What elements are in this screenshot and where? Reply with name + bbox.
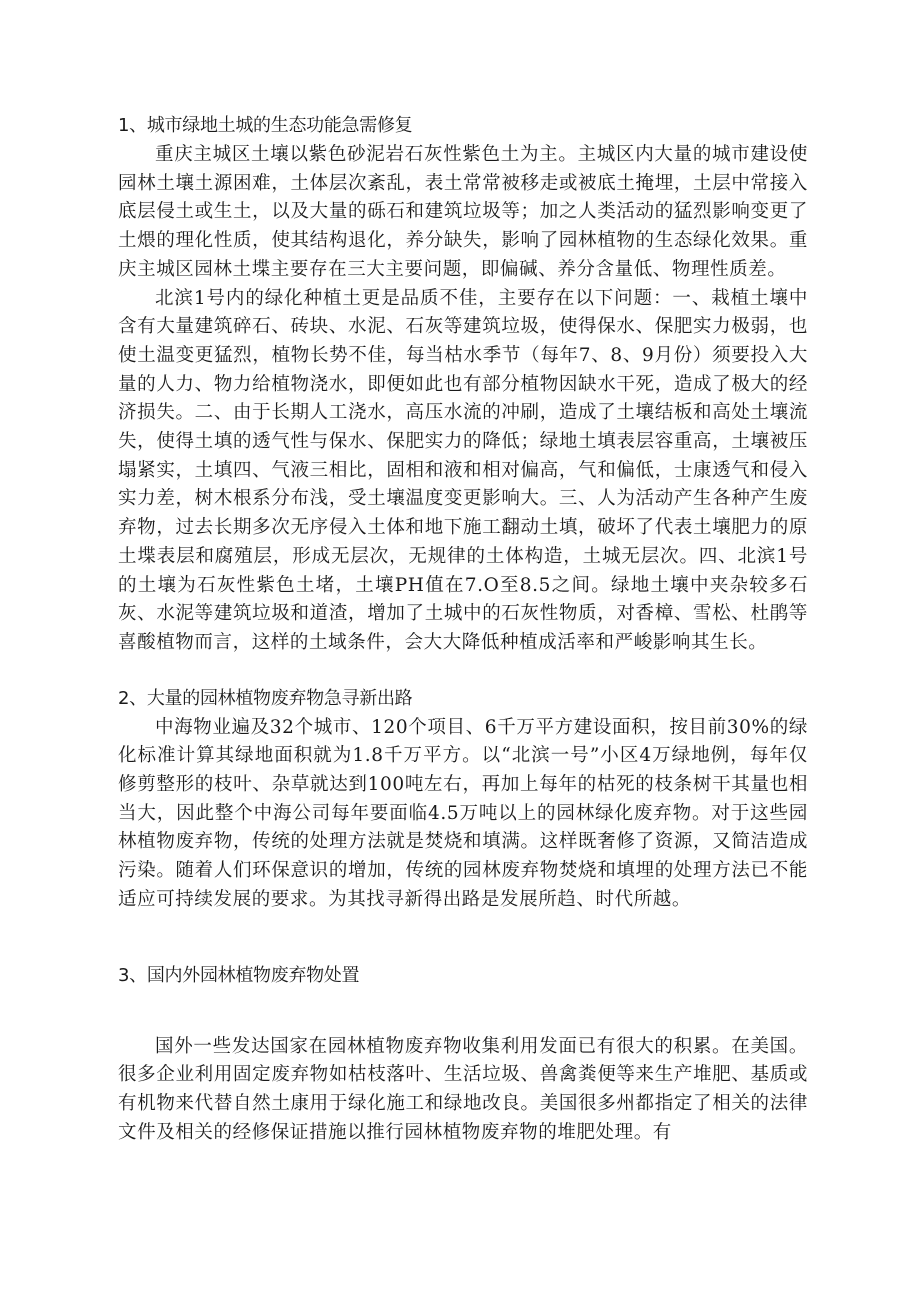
section-2-paragraph-1: 中海物业遍及32个城市、120个项目、6千万平方建设面积，按目前30%的绿化标准计算其绿地面积就为1.8千万平方。以“北滨一号”小区4万绿地例，每年仅修剪整形的枝叶、杂草就达到100吨左右，再加上每年的枯死的枝条树干其量也相当大，因此整个中海公司每年要面临4.5万吨以上的园林绿化废弃物。对于这些园林植物废弃物，传统的处理方法就是焚烧和填满。这样既奢修了资源，又简洁造成污染。随着人们环保意识的增加，传统的园林废弃物焚烧和填埋的处理方法已不能适应可持续发展的要求。为其找寻新得出路是发展所趋、时代所越。 [118, 716, 808, 910]
section-1-paragraph-2: 北滨1号内的绿化种植土更是品质不佳，主要存在以下问题：一、栽植土壤中含有大量建筑碎石、砖块、水泥、石灰等建筑垃圾，使得保水、保肥实力极弱，也使土温变更猛烈，植物长势不佳，每当枯水季节（每年7、8、9月份）须要投入大量的人力、物力给植物浇水，即便如此也有部分植物因缺水干死，造成了极大的经济损失。二、由于长期人工浇水，高压水流的冲刷，造成了土壤结板和高处土壤流失，使得土填的透气性与保水、保肥实力的降低；绿地土填表层容重高，土壤被压塌紧实，土填四、气液三相比，固相和液和相对偏高，气和偏低，士康透气和侵入实力差，树木根系分布浅，受土壤温度变更影响大。三、人为活动产生各种产生废弃物，过去长期多次无序侵入土体和地下施工翻动土填，破坏了代表土壤肥力的原土堞表层和腐殖层，形成无层次，无规律的土体构造，土城无层次。四、北滨1号的土壤为石灰性紫色土堵，土壤PH值在7.O至8.5之间。绿地土壤中夹杂较多石灰、水泥等建筑垃圾和道渣，增加了土城中的石灰性物质，对香樟、雪松、杜鹃等喜酸植物而言，这样的土域条件，会大大降低种植成活率和严峻影响其生长。 [118, 287, 808, 653]
section-heading-3: 3、国内外园林植物废弃物处置 [118, 964, 360, 986]
document-body [118, 112, 808, 1147]
section-heading-2: 2、大量的园林植物废弃物急寻新出路 [118, 687, 413, 709]
section-heading-1: 1、城市绿地土城的生态功能急需修复 [118, 115, 413, 136]
section-3-paragraph-1: 国外一些发达国家在园林植物废弃物收集利用发面已有很大的积累。在美国。很多企业利用固定废弃物如枯枝落叶、生活垃圾、兽禽粪便等来生产堆肥、基质或有机物来代替自然土康用于绿化施工和绿地改良。美国很多州都指定了相关的法律文件及相关的经修保证措施以推行园林植物废弃物的堆肥处理。有 [118, 1035, 808, 1143]
section-1-paragraph-1: 重庆主城区土壤以紫色砂泥岩石灰性紫色土为主。主城区内大量的城市建设使园林土壤土源困难，土体层次紊乱，表土常常被移走或被底土掩埋，土层中常接入底层侵土或生土，以及大量的砾石和建筑垃圾等；加之人类活动的猛烈影响变更了土煨的理化性质，使其结构退化，养分缺失，影响了园林植物的生态绿化效果。重庆主城区园林土堞主要存在三大主要问题，即偏碱、养分含量低、物理性质差。 [118, 144, 808, 280]
